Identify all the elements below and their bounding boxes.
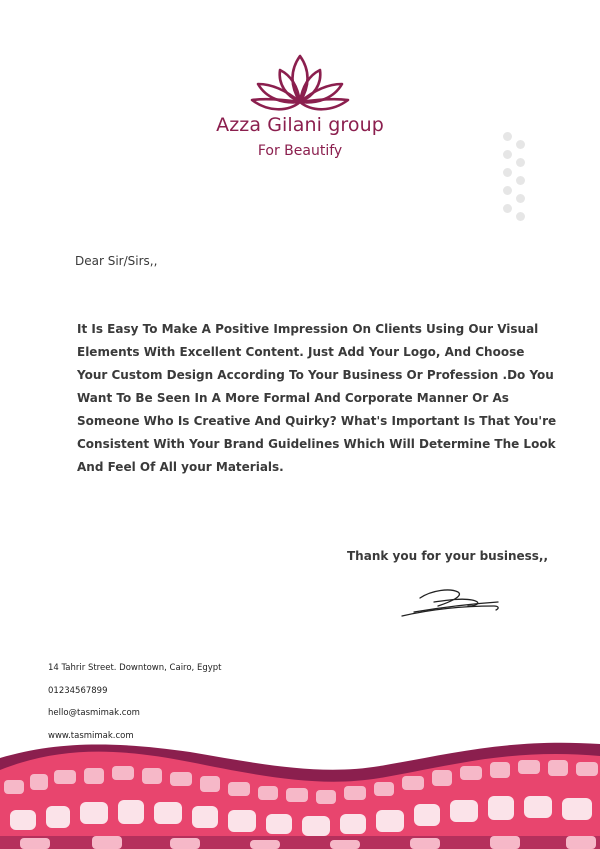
signature: [398, 586, 504, 622]
logo: [0, 52, 600, 118]
footer-wave-decoration: [0, 740, 600, 849]
contact-address: 14 Tahrir Street. Downtown, Cairo, Egypt: [48, 663, 222, 673]
contact-website: www.tasmimak.com: [48, 730, 134, 741]
contact-phone: 01234567899: [48, 685, 108, 696]
brand-name: Azza Gilani group: [216, 114, 384, 136]
contact-block: [48, 661, 222, 751]
letter-body: It Is Easy To Make A Positive Impression On Clients Using Our Visual Elements With Excellent Content. Just Add Your Logo, And Choose Your Custom Design According To Your Business Or Profession .Do You Want To Be Seen In A More Formal And Corporate Manner Or As Someone Who Is Creative And Quirky? What's Important Is That You're Consistent With Your Brand Guidelines Which Will Determine The Look And Feel Of All your Materials.: [77, 322, 557, 474]
salutation: Dear Sir/Sirs,,: [75, 254, 158, 268]
brand-tagline: For Beautify: [257, 143, 343, 159]
lotus-icon: [248, 52, 352, 118]
closing-line: Thank you for your business,,: [347, 549, 549, 563]
decorative-dot-grid: [501, 130, 527, 222]
contact-email: hello@tasmimak.com: [48, 708, 140, 718]
